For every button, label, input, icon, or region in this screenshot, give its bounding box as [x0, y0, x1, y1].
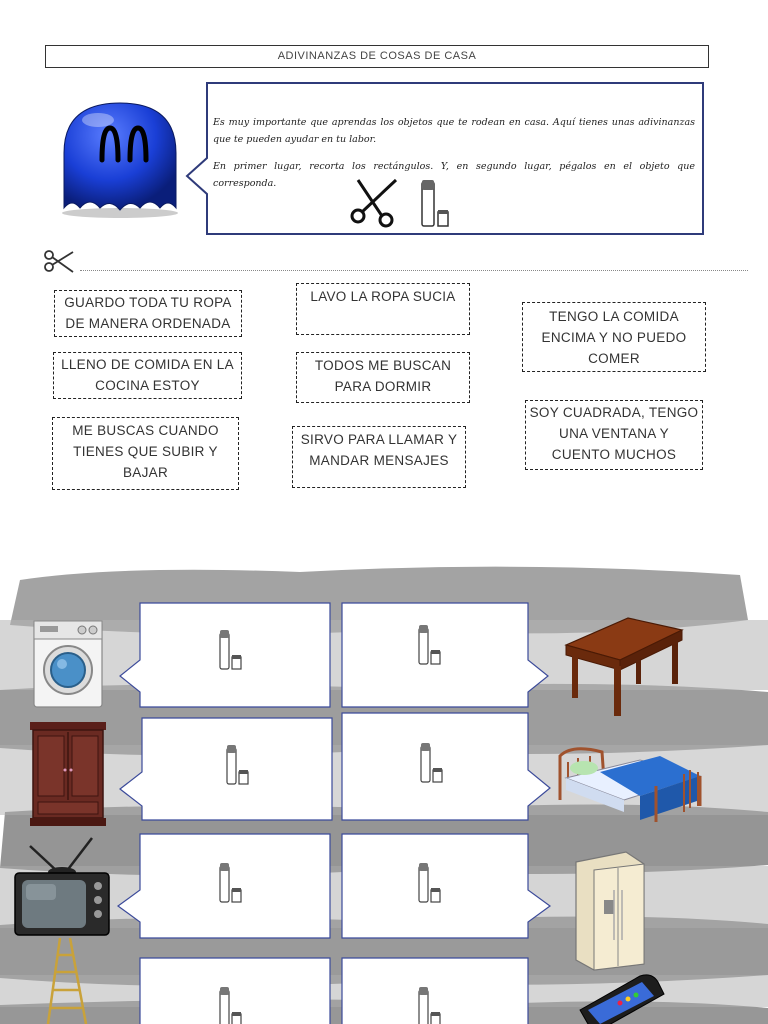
- riddle-card[interactable]: TENGO LA COMIDA ENCIMA Y NO PUEDO COMER: [522, 302, 706, 372]
- riddle-card[interactable]: ME BUSCAS CUANDO TIENES QUE SUBIR Y BAJAR: [52, 417, 239, 490]
- scissors-and-glue-icon: [348, 176, 458, 232]
- matching-board: [0, 560, 768, 1024]
- glue-box: [342, 834, 550, 938]
- page-title: ADIVINANZAS DE COSAS DE CASA: [45, 45, 709, 68]
- glue-box: [120, 718, 332, 820]
- washing-machine-icon: [34, 621, 102, 707]
- riddle-card[interactable]: LLENO DE COMIDA EN LA COCINA ESTOY: [53, 352, 242, 399]
- glue-box: [342, 713, 550, 820]
- riddle-card[interactable]: SIRVO PARA LLAMAR Y MANDAR MENSAJES: [292, 426, 466, 488]
- cut-line: [80, 270, 748, 271]
- glue-box: [342, 603, 548, 707]
- instructions-paragraph-2: En primer lugar, recorta los rectángulos. Y, en segundo lugar, pégalos en el objeto que corresponda.: [213, 161, 695, 189]
- riddle-card[interactable]: TODOS ME BUSCAN PARA DORMIR: [296, 352, 470, 403]
- instructions-paragraph-1: Es muy importante que aprendas los objetos que te rodean en casa. Aquí tienes unas adivinanzas que te pueden ayudar en tu labor.: [213, 117, 695, 145]
- riddle-card[interactable]: SOY CUADRADA, TENGO UNA VENTANA Y CUENTO MUCHOS: [525, 400, 703, 470]
- fridge-icon: [576, 852, 644, 970]
- wardrobe-icon: [30, 722, 106, 826]
- riddle-card[interactable]: LAVO LA ROPA SUCIA: [296, 283, 470, 335]
- riddle-card[interactable]: GUARDO TODA TU ROPA DE MANERA ORDENADA: [54, 290, 242, 337]
- ghost-mascot-icon: [50, 98, 190, 218]
- cut-scissors-icon: [43, 248, 75, 276]
